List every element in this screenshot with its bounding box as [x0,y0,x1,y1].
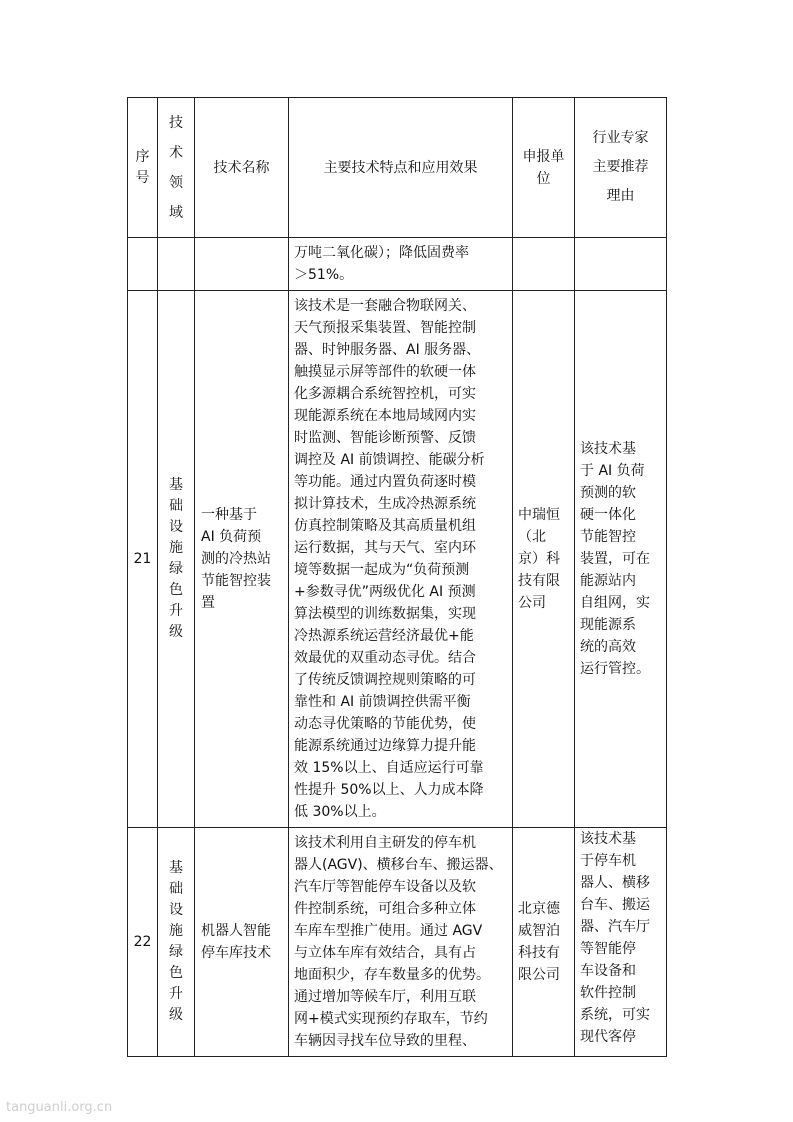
cell-reason [575,828,667,1057]
cell-seq [128,238,158,291]
cell-name: 机器人智能 停车库技术 [195,828,289,1057]
text-line: 运行数据，其与天气、室内环 [294,540,476,556]
cell-field: 基础设施绿色升级 [158,828,195,1057]
text-line: 系统，可实 [580,1007,650,1023]
tech-table [127,97,667,1057]
text-line: 车库车型推广使用。通过 AGV [294,923,483,939]
table-row [128,291,667,828]
text-line: 件控制系统，可组合多种立体 [294,901,476,917]
text-line: 装置，可在 [580,551,650,567]
text-line: 通过增加等候车厅，利用互联 [294,989,476,1005]
text-line: 该技术是一套融合物联网关、 [294,298,476,314]
text-line: 中瑞恒 [518,507,560,523]
cell-name [195,238,289,291]
text-line: 等智能停 [580,941,636,957]
text-line: 台车、搬运 [580,897,650,913]
text-line: 软件控制 [580,985,636,1001]
text-line: 算法模型的训练数据集，实现 [294,606,476,622]
text-line: 时监测、智能诊断预警、反馈 [294,430,476,446]
text-line: 北京德 [518,901,560,917]
text-line: 境等数据一起成为“负荷预测 [294,562,470,578]
text-line: 天气预报采集装置、智能控制 [294,320,476,336]
text-line: 车辆因寻找车位导致的里程、 [294,1033,476,1049]
text-line: 调控及 AI 前馈调控、能碳分析 [294,452,485,468]
header-features: 主要技术特点和应用效果 [289,98,513,238]
text-line: 统的高效 [580,639,636,655]
text-line: 器、时钟服务器、AI 服务器、 [294,342,481,358]
text-line: +参数寻优”两级优化 AI 预测 [294,584,476,600]
text-line: 威智泊 [518,923,560,939]
org-lines [518,898,569,986]
header-org: 申报单 位 [513,98,575,238]
text-line: 汽车厅等智能停车设备以及软 [294,879,476,895]
text-line: 自组网，实 [580,595,650,611]
text-line: 现代客停 [580,1029,636,1045]
cell-reason [575,238,667,291]
cell-seq: 22 [128,828,158,1057]
watermark: tanguanli.org.cn [6,1100,113,1115]
text-line: 京）科 [518,551,560,567]
header-seq: 序号 [128,98,158,238]
text-line: （北 [518,529,546,545]
text-line: 化多源耦合系统智控机，可实 [294,386,476,402]
cell-name: 一种基于 AI 负荷预 测的冷热站 节能智控装 置 [195,291,289,828]
text-line: 了传统反馈调控规则策略的可 [294,672,476,688]
text-line: 硬一体化 [580,507,636,523]
table-row [128,828,667,1057]
text-line: 效最优的双重动态寻优。结合 [294,650,476,666]
text-line: 该技术基 [580,831,636,847]
text-line: 现能源系统在本地局域网内实 [294,408,476,424]
cell-features [289,828,513,1057]
features-lines [294,832,507,1052]
header-field: 技术领域 [158,98,195,238]
cell-org [513,238,575,291]
cell-seq: 21 [128,291,158,828]
reason-lines [580,438,661,680]
cell-features [289,291,513,828]
text-line: 靠性和 AI 前馈调控供需平衡 [294,694,471,710]
text-line: 现能源系 [580,617,636,633]
text-line: 低 30%以上。 [294,804,386,820]
text-line: 器人、横移 [580,875,650,891]
text-line: 与立体车库有效结合，具有占 [294,945,476,961]
table-row [128,238,667,291]
text-line: 节能智控 [580,529,636,545]
text-line: 网+模式实现预约存取车，节约 [294,1011,488,1027]
text-line: 器、汽车厅 [580,919,650,935]
text-line: 效 15%以上、自适应运行可靠 [294,760,484,776]
text-line: 性提升 50%以上、人力成本降 [294,782,484,798]
text-line: 科技有 [518,945,560,961]
text-line: 于停车机 [580,853,636,869]
text-line: 拟计算技术，生成冷热源系统 [294,496,476,512]
cell-org [513,291,575,828]
text-line: 能源系统通过边缘算力提升能 [294,738,476,754]
text-line: 该技术基 [580,441,636,457]
text-line: 地面积少，存车数量多的优势。 [294,967,490,983]
cell-field [158,238,195,291]
text-line: 车设备和 [580,963,636,979]
org-lines [518,504,569,614]
text-line: 该技术利用自主研发的停车机 [294,835,476,851]
cell-features: 万吨二氧化碳）；降低固费率 ＞51%。 [289,238,513,291]
cell-field: 基础设施绿色升级 [158,291,195,828]
text-line: 公司 [518,595,546,611]
header-row [128,98,667,238]
text-line: 预测的软 [580,485,636,501]
text-line: 限公司 [518,967,560,983]
text-line: 器人(AGV)、横移台车、搬运器、 [294,857,503,873]
text-line: 触摸显示屏等部件的软硬一体 [294,364,476,380]
cell-org [513,828,575,1057]
text-line: 仿真控制策略及其高质量机组 [294,518,476,534]
text-line: 动态寻优策略的节能优势，使 [294,716,476,732]
features-lines [294,295,507,823]
text-line: 能源站内 [580,573,636,589]
header-reason: 行业专家 主要推荐 理由 [575,98,667,238]
text-line: 冷热源系统运营经济最优+能 [294,628,474,644]
header-name: 技术名称 [195,98,289,238]
text-line: 于 AI 负荷 [580,463,645,479]
text-line: 等功能。通过内置负荷逐时模 [294,474,476,490]
text-line: 运行管控。 [580,661,650,677]
reason-lines [580,828,661,1048]
text-line: 技有限 [518,573,560,589]
cell-reason [575,291,667,828]
